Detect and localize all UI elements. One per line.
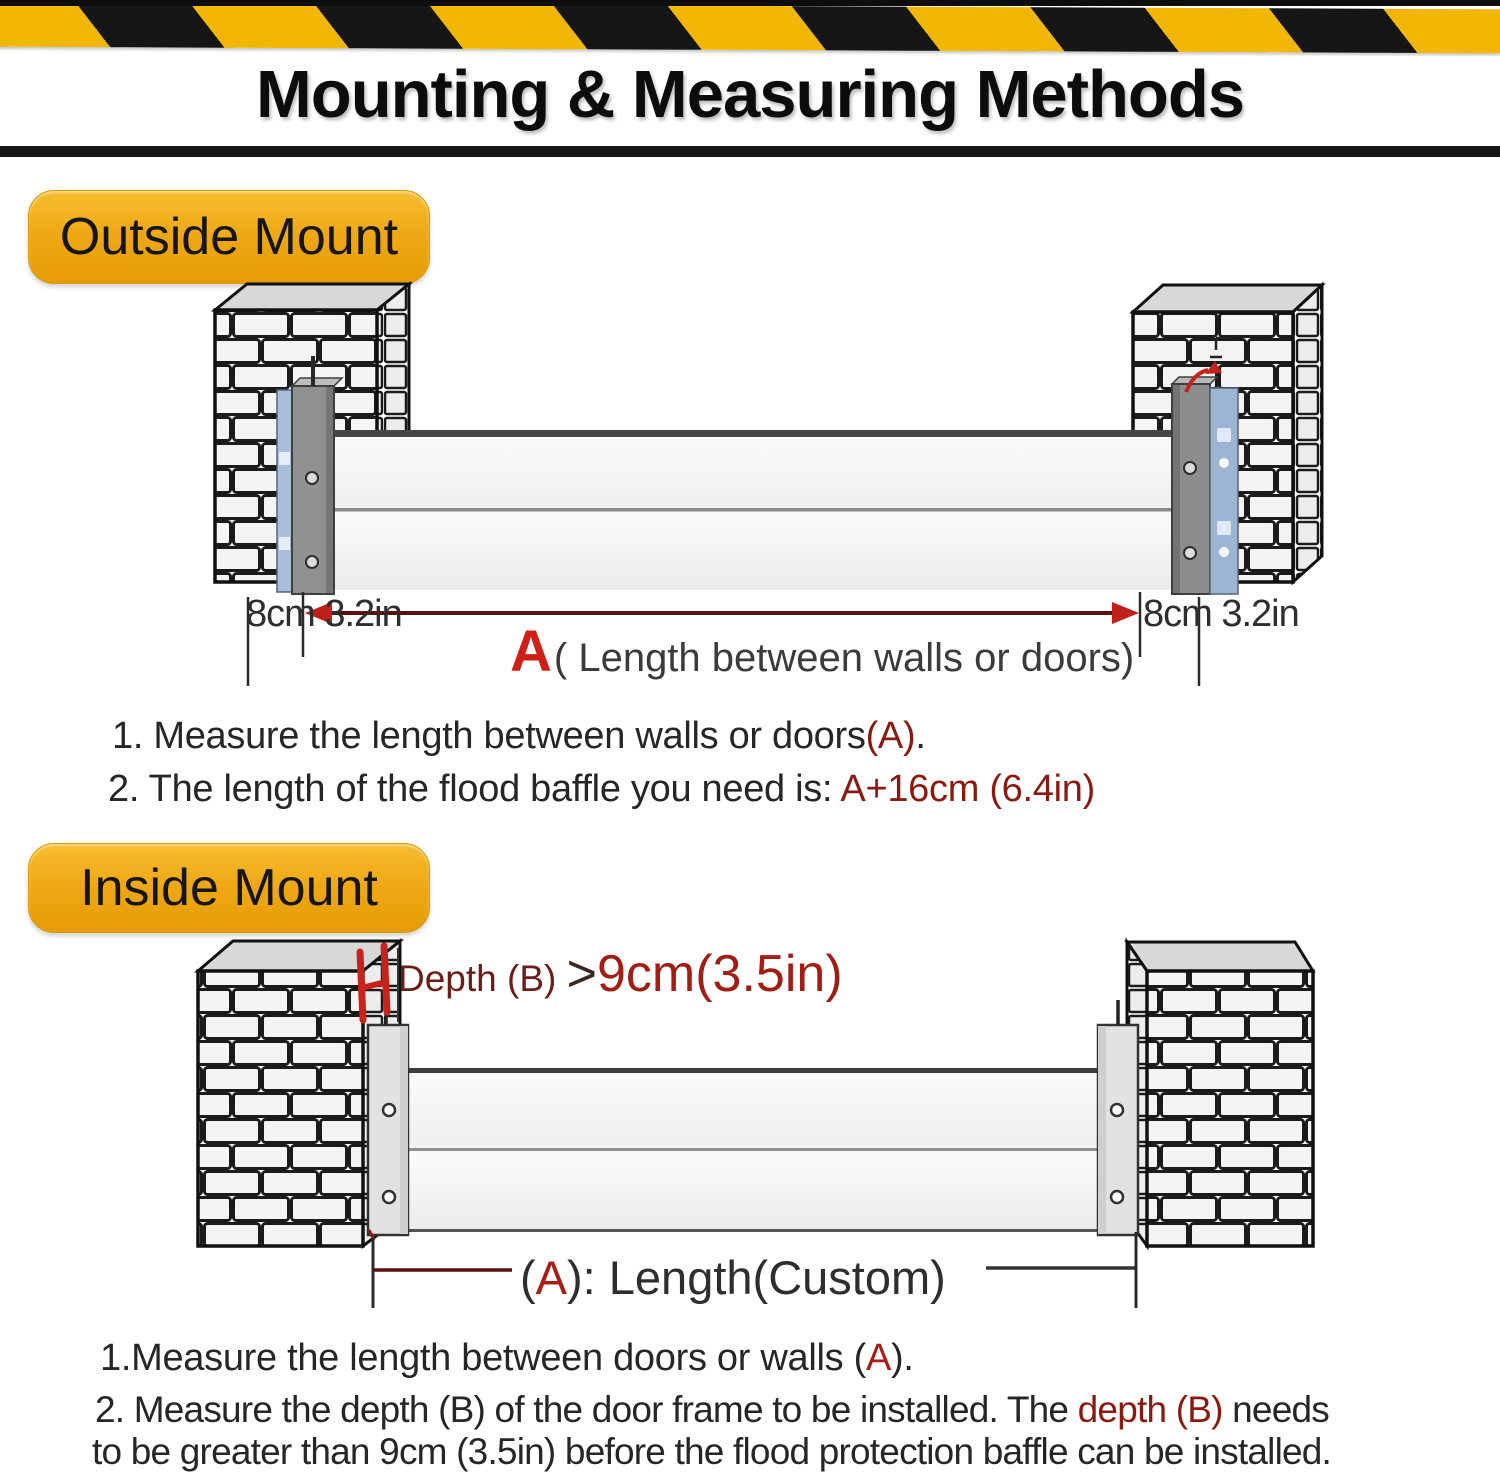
outside-step-1: 1. Measure the length between walls or doors(A).: [112, 715, 926, 757]
inside-step-1: 1.Measure the length between doors or walls (A).: [100, 1337, 914, 1379]
screw-hole: [383, 1191, 395, 1203]
hazard-tape-banner: [0, 0, 1500, 56]
channel-bracket-right: [1098, 1000, 1138, 1235]
length-a-symbol: A: [510, 619, 552, 684]
inside-step-2-line-1: 2. Measure the depth (B) of the door frame to be installed. The depth (B) needs: [95, 1389, 1329, 1430]
brick-pillar-right: [1127, 942, 1313, 1246]
outside-step-2: 2. The length of the flood baffle you need is: A+16cm (6.4in): [108, 768, 1095, 810]
seal-strip: [277, 390, 292, 592]
page-title: Mounting & Measuring Methods: [255, 57, 1245, 132]
custom-length-label: (A): Length(Custom): [520, 1251, 946, 1304]
screw-hole: [383, 1104, 395, 1116]
inside-step-2-line-2: to be greater than 9cm (3.5in) before the flood protection baffle can be installed.: [92, 1431, 1332, 1472]
screw-hole: [1184, 547, 1196, 559]
flood-barrier-panels: [390, 1068, 1120, 1232]
screw-hole: [1111, 1191, 1123, 1203]
right-bracket-width-label: 8cm 3.2in: [1143, 593, 1299, 635]
header-divider-bar: [0, 146, 1500, 157]
channel-bracket-left: [368, 1000, 408, 1240]
hazard-tape-top-edge: [0, 0, 1500, 6]
mounting-bracket-right: [1172, 361, 1238, 594]
mounting-bracket-left: [277, 356, 342, 594]
seal-strip: [1210, 388, 1238, 594]
outside-mount-badge: Outside Mount: [28, 190, 430, 284]
left-bracket-width-label: 8cm 3.2in: [246, 593, 402, 635]
inside-mount-badge: Inside Mount: [28, 843, 430, 933]
hazard-stripes: [0, 3, 1500, 54]
span-length-label: A( Length between walls or doors): [510, 619, 1135, 684]
flood-barrier-panels: [300, 430, 1220, 590]
depth-requirement-label: Depth (B) >9cm(3.5in): [398, 945, 843, 1003]
screw-hole: [1111, 1104, 1123, 1116]
screw-hole: [306, 556, 318, 568]
screw-hole: [306, 472, 318, 484]
screw-hole: [1184, 462, 1196, 474]
